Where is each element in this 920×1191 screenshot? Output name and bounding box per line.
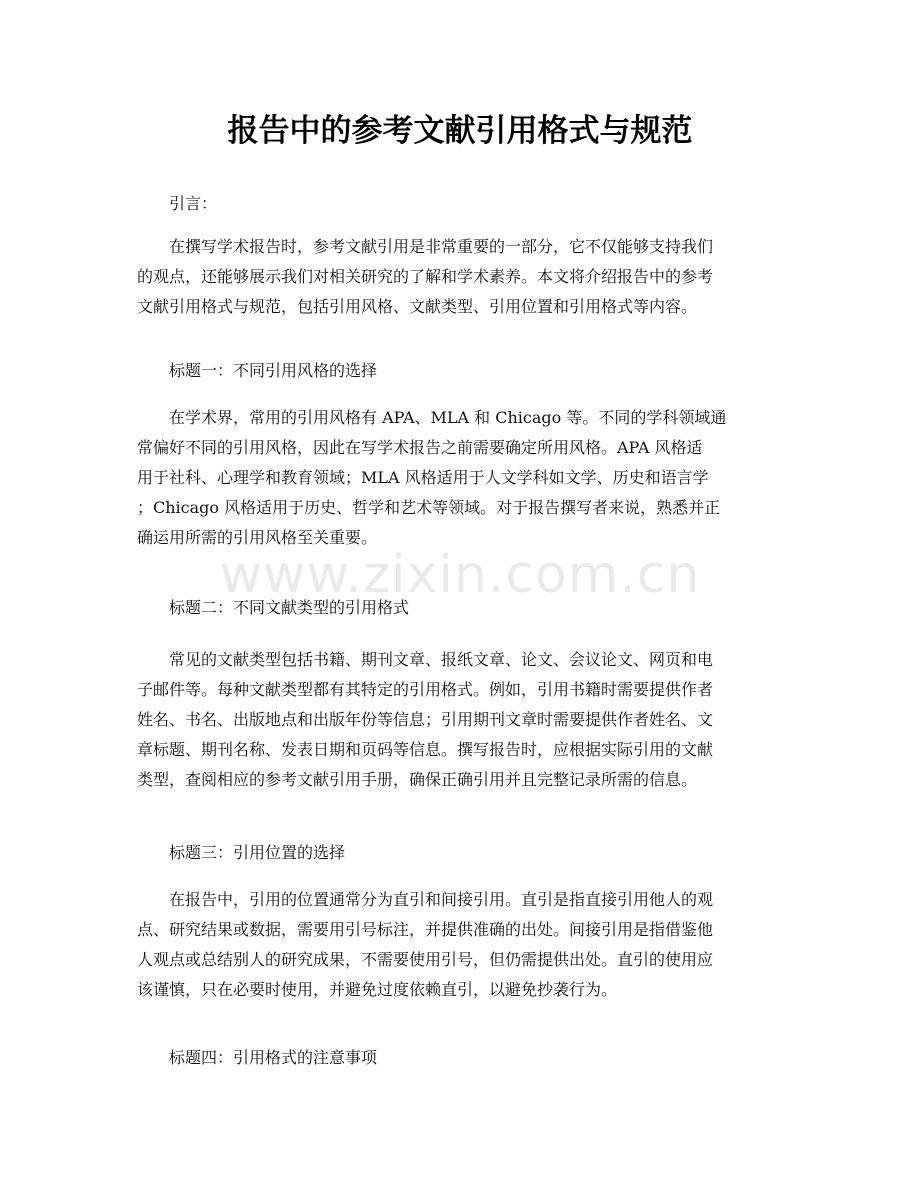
section-1-paragraph [137,403,782,553]
paragraph-line: 该谨慎，只在必要时使用，并避免过度依赖直引，以避免抄袭行为。 [137,980,618,999]
paragraph-line: 点、研究结果或数据，需要用引号标注，并提供准确的出处。间接引用是指借鉴他 [137,920,714,939]
paragraph-line: 在撰写学术报告时，参考文献引用是非常重要的一部分，它不仅能够支持我们 [169,237,714,256]
paragraph-line: 用于社科、心理学和教育领域；MLA 风格适用于人文学科如文学、历史和语言学 [137,468,709,487]
section-3-heading: 标题三：引用位置的选择 [169,843,346,862]
paragraph-line: 类型，查阅相应的参考文献引用手册，确保正确引用并且完整记录所需的信息。 [137,770,698,789]
paragraph-line: 人观点或总结别人的研究成果，不需要使用引号，但仍需提供出处。直引的使用应 [137,950,714,969]
paragraph-line: 常见的文献类型包括书籍、期刊文章、报纸文章、论文、会议论文、网页和电 [169,650,714,669]
section-2-heading: 标题二：不同文献类型的引用格式 [169,598,410,617]
paragraph-line: 确运用所需的引用风格至关重要。 [137,528,378,547]
section-1-heading: 标题一：不同引用风格的选择 [169,361,378,380]
section-4-heading: 标题四：引用格式的注意事项 [169,1048,378,1067]
paragraph-line: 姓名、书名、出版地点和出版年份等信息；引用期刊文章时需要提供作者姓名、文 [137,710,714,729]
intro-heading: 引言： [169,194,218,213]
paragraph-line: 常偏好不同的引用风格，因此在写学术报告之前需要确定所用风格。APA 风格适 [137,438,703,457]
paragraph-line: 的观点，还能够展示我们对相关研究的了解和学术素养。本文将介绍报告中的参考 [137,267,714,286]
paragraph-line: ；Chicago 风格适用于历史、哲学和艺术等领域。对于报告撰写者来说，熟悉并正 [137,498,721,517]
paragraph-line: 章标题、期刊名称、发表日期和页码等信息。撰写报告时，应根据实际引用的文献 [137,740,714,759]
watermark-text: www.zixin.com.cn [219,545,701,605]
paragraph-line: 在学术界，常用的引用风格有 APA、MLA 和 Chicago 等。不同的学科领域通 [169,408,727,427]
intro-paragraph [137,232,782,322]
document-title: 报告中的参考文献引用格式与规范 [227,113,693,149]
paragraph-line: 子邮件等。每种文献类型都有其特定的引用格式。例如，引用书籍时需要提供作者 [137,680,714,699]
section-2-paragraph [137,645,782,795]
paragraph-line: 在报告中，引用的位置通常分为直引和间接引用。直引是指直接引用他人的观 [169,890,714,909]
paragraph-line: 文献引用格式与规范，包括引用风格、文献类型、引用位置和引用格式等内容。 [137,297,698,316]
section-3-paragraph [137,885,782,1005]
